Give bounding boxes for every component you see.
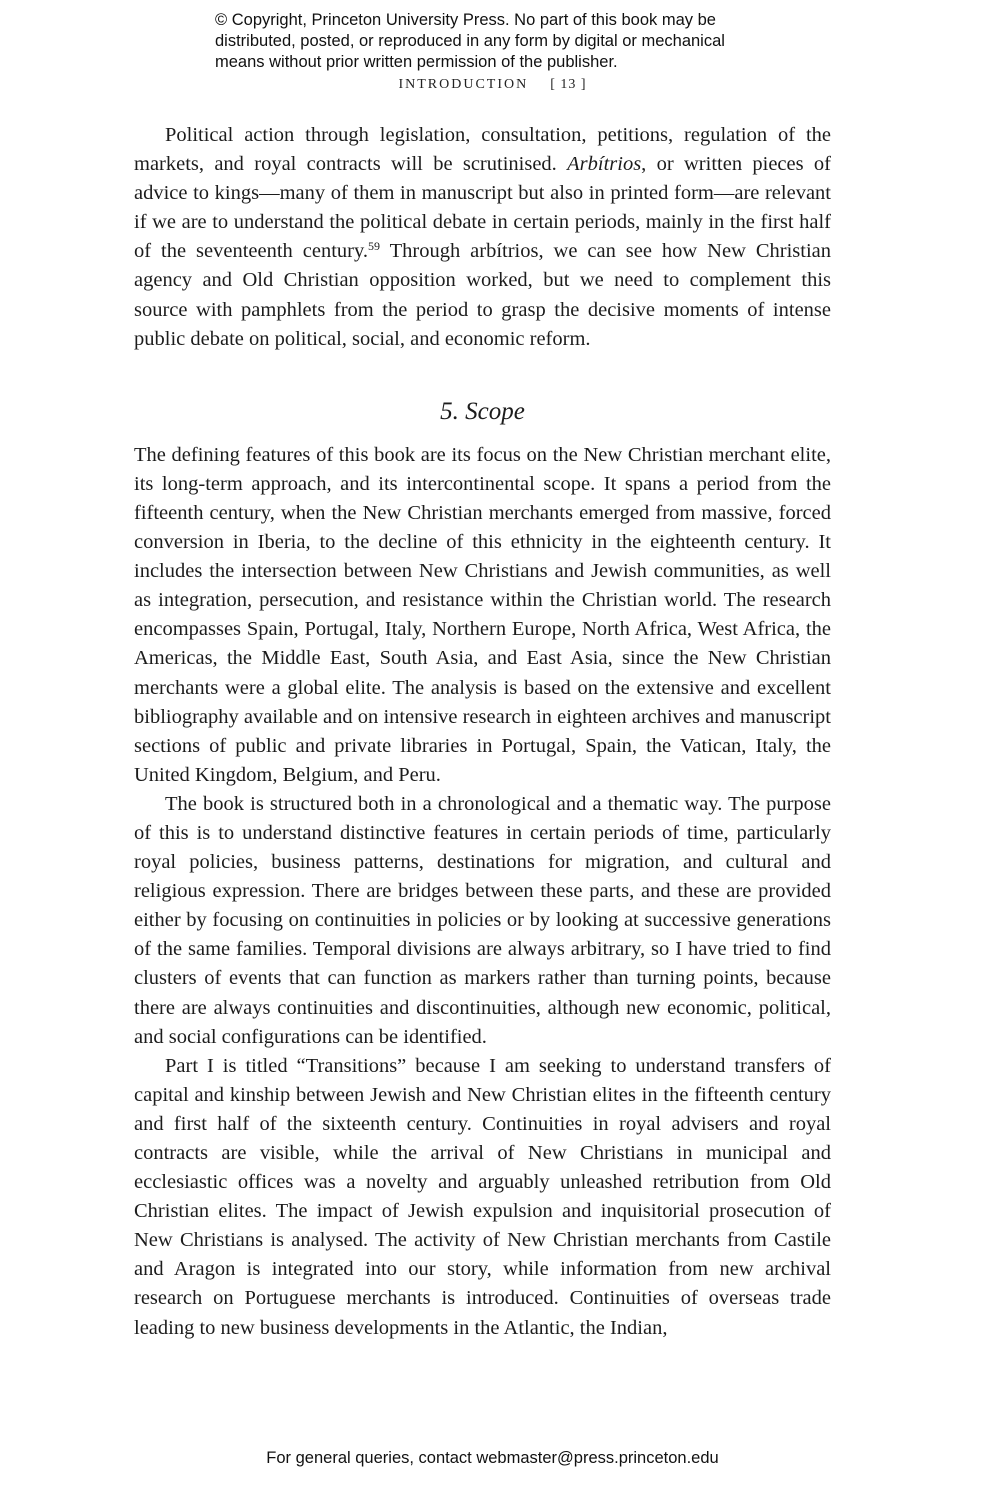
running-head xyxy=(0,77,985,93)
footer-contact: For general queries, contact webmaster@press.princeton.edu xyxy=(266,1449,719,1467)
copyright-line: means without prior written permission of the publisher. xyxy=(215,53,618,71)
footnote-reference[interactable]: 59 xyxy=(368,239,381,254)
paragraph: The defining features of this book are its focus on the New Christian merchant elite, its long-term approach, and its intercontinental scope. It spans a period from the fifteenth century, when the New Christian merchants emerged from massive, forced conversion in Iberia, to the decline of this ethnicity in the eighteenth century. It includes the intersection between New Christians and Jewish communities, as well as integration, persecution, and resistance within the Christian world. The research encompasses Spain, Portugal, Italy, Northern Europe, North Africa, West Africa, the Americas, the Middle East, South Asia, and East Asia, since the New Christian merchants were a global elite. The analysis is based on the extensive and excellent bibliography available and on intensive research in eighteen archives and manuscript sections of public and private libraries in Portugal, Spain, the Vatican, Italy, the United Kingdom, Belgium, and Peru. xyxy=(134,443,831,786)
section-heading: 5. Scope xyxy=(440,397,525,425)
copyright-line: © Copyright, Princeton University Press. No part of this book may be xyxy=(215,11,716,29)
copyright-line: distributed, posted, or reproduced in any form by digital or mechanical xyxy=(215,32,725,50)
paragraph: The book is structured both in a chronological and a thematic way. The purpose of this is to understand distinctive features in certain periods of time, particularly royal policies, business patterns, destinations for migration, and cultural and religious expression. There are bridges between these parts, and these are provided either by focusing on continuities in policies or by looking at successive generations of the same families. Temporal divisions are always arbitrary, so I have tried to find clusters of events that can function as markers rather than turning points, because there are always continuities and discontinuities, although new economic, political, and social configurations can be identified. xyxy=(134,792,831,1048)
running-head-title: INTRODUCTION xyxy=(398,77,529,92)
paragraph: Political action through legislation, consultation, petitions, regulation of the markets, and royal contracts will be scrutinised. Arbítrios, or written pieces of advice to kings—many of them in manuscript but also in printed form—are relevant if we are to understand the political debate in certain periods, mainly in the first half of the seventeenth century.$^{59}$ Through arbítrios, we can see how New Christian agency and Old Christian opposition worked, but we need to complement this source with pamphlets from the period to grasp the decisive moments of intense public debate on political, social, and economic reform. xyxy=(134,124,832,350)
copyright-notice xyxy=(215,10,795,73)
italic-term: Arbítrios xyxy=(567,153,642,176)
page-number: [ 13 ] xyxy=(550,77,587,92)
paragraph: Part I is titled “Transitions” because I am seeking to understand transfers of capital and kinship between Jewish and New Christian elites in the fifteenth century and first half of the sixteenth century. Continuities in royal advisers and royal contracts are visible, while the arrival of New Christians in municipal and ecclesiastic offices was a novelty and arguably unleashed retribution from Old Christian elites. The impact of Jewish expulsion and inquisitorial prosecution of New Christians is analysed. The activity of New Christian merchants from Castile and Aragon is integrated into our story, while information from new archival research on Portuguese merchants is introduced. Continuities of overseas trade leading to new business developments in the Atlantic, the Indian, xyxy=(134,1054,831,1339)
body-text xyxy=(134,121,831,1343)
